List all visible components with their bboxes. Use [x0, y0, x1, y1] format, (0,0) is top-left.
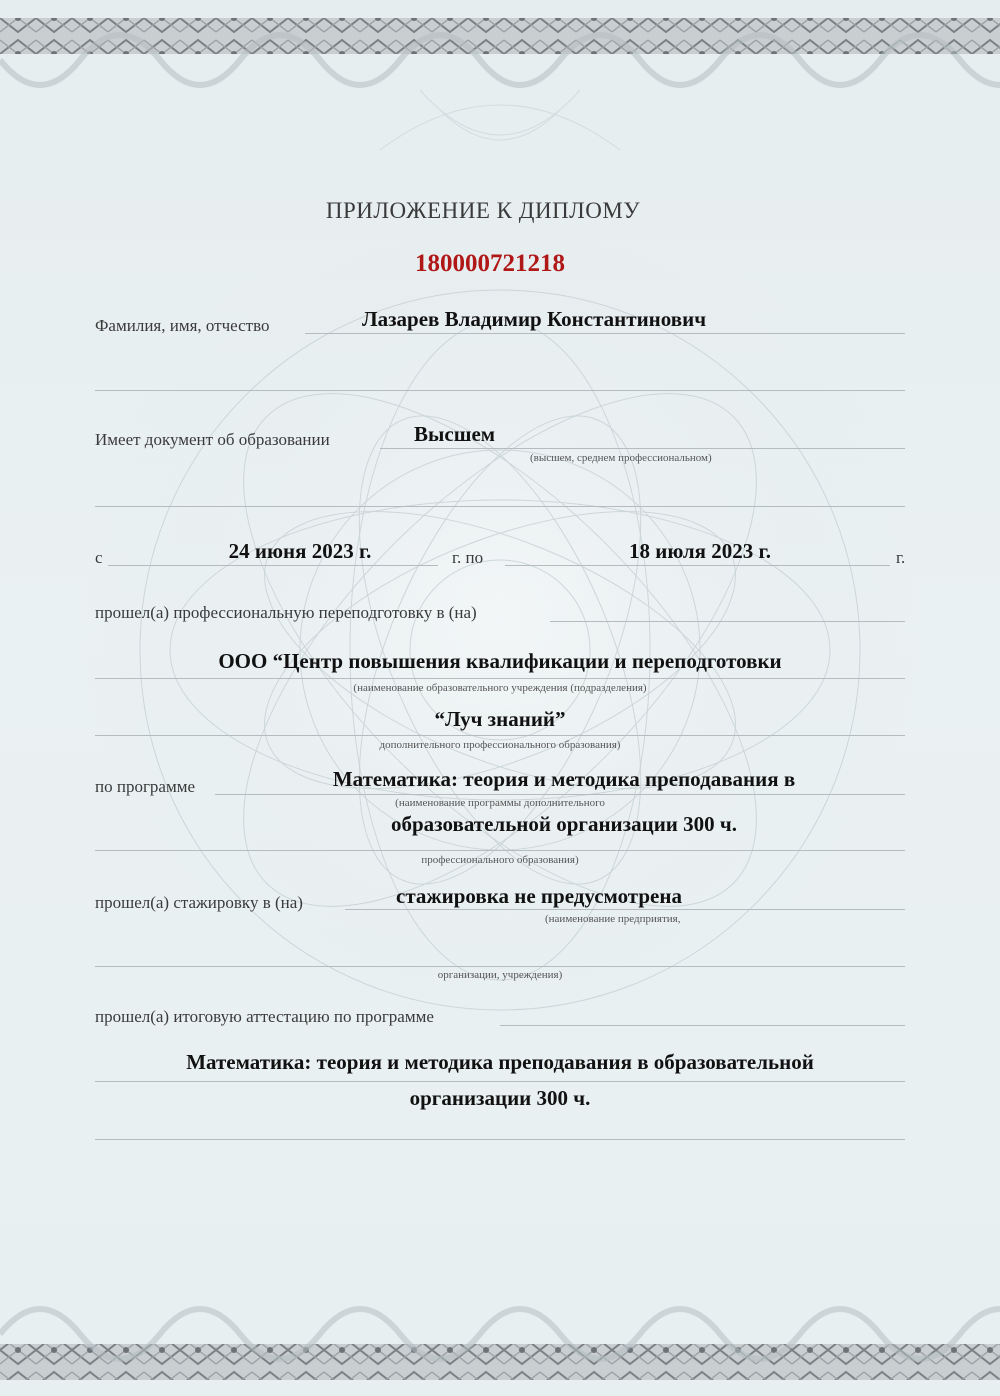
- program-underline: [95, 850, 905, 851]
- org-underline: [95, 678, 905, 679]
- program-line2: образовательной организации 300 ч.: [391, 812, 737, 836]
- period-mid-text: г. по: [452, 548, 484, 567]
- retraining-underline: [550, 621, 905, 622]
- program-hint1: (наименование программы дополнительного: [395, 797, 605, 809]
- internship-underline: [95, 966, 905, 967]
- education-underline: [380, 448, 905, 449]
- attestation-line1: Математика: теория и методика преподавания в образовательной: [186, 1050, 814, 1074]
- period-to-date: 18 июля 2023 г.: [629, 539, 771, 563]
- retraining-org-hint2: дополнительного профессионального образования): [379, 739, 621, 751]
- retraining-org-hint1: (наименование образовательного учреждения (подразделения): [353, 682, 647, 694]
- program-underline: [215, 794, 905, 795]
- bottom-ornament-band: [0, 1344, 1000, 1380]
- period-from-date: 24 июня 2023 г.: [228, 539, 372, 563]
- program-label: по программе: [95, 777, 196, 796]
- period-from-underline: [108, 565, 438, 566]
- fullname-value: Лазарев Владимир Константинович: [361, 307, 707, 331]
- org-underline: [95, 735, 905, 736]
- retraining-label: прошел(а) профессиональную переподготовку в (на): [95, 603, 477, 622]
- education-label: Имеет документ об образовании: [95, 430, 330, 449]
- period-to-underline: [505, 565, 890, 566]
- internship-hint2: организации, учреждения): [437, 969, 563, 981]
- internship-label: прошел(а) стажировку в (на): [95, 893, 303, 912]
- attestation-underline: [500, 1025, 905, 1026]
- retraining-org-line2: “Луч знаний”: [434, 707, 566, 731]
- attestation-underline: [95, 1139, 905, 1140]
- serial-number: 180000721218: [415, 250, 565, 277]
- fullname-label: Фамилия, имя, отчество: [95, 316, 270, 335]
- blank-line: [95, 390, 905, 391]
- retraining-org-line1: ООО “Центр повышения квалификации и переподготовки: [218, 649, 782, 673]
- blank-line: [95, 506, 905, 507]
- education-value: Высшем: [414, 422, 496, 446]
- document-title: ПРИЛОЖЕНИЕ К ДИПЛОМУ: [325, 198, 641, 223]
- attestation-label: прошел(а) итоговую аттестацию по программе: [95, 1007, 434, 1026]
- internship-hint1: (наименование предприятия,: [545, 913, 681, 925]
- internship-underline: [345, 909, 905, 910]
- program-line1: Математика: теория и методика преподавания в: [332, 767, 796, 791]
- fullname-underline: [305, 333, 905, 334]
- education-hint: (высшем, среднем профессиональном): [530, 452, 712, 464]
- period-to-suffix: г.: [896, 548, 906, 567]
- period-from-prefix: с: [95, 548, 103, 567]
- attestation-line2: организации 300 ч.: [409, 1086, 591, 1110]
- program-hint2: профессионального образования): [421, 854, 579, 866]
- internship-value: стажировка не предусмотрена: [396, 884, 682, 908]
- attestation-underline: [95, 1081, 905, 1082]
